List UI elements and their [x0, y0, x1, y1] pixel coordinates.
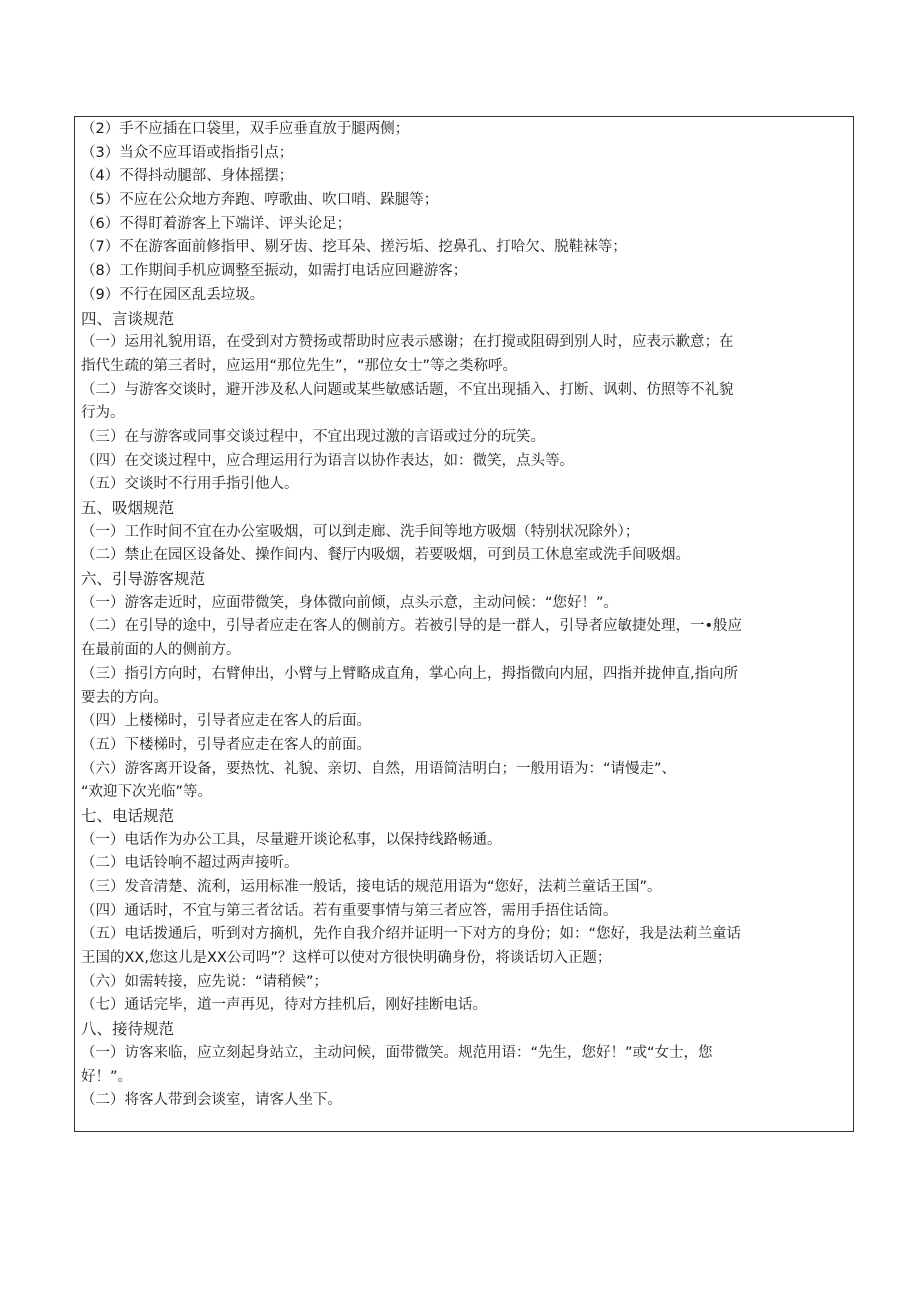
section-heading: 五、吸烟规范: [81, 499, 175, 517]
text-line: （六）游客离开设备，要热忱、礼貌、亲切、自然，用语简洁明白；一般用语为：“请慢走”、: [81, 760, 677, 777]
section-heading: 六、引导游客规范: [81, 570, 206, 589]
text-line: （三）指引方向时，右臂伸出，小臂与上臂略成直角，掌心向上，拇指微向内屈，四指并拢伸直,指向所: [81, 665, 739, 682]
text-line: （7）不在游客面前修指甲、剔牙齿、挖耳朵、搓污垢、挖鼻孔、打哈欠、脱鞋袜等；: [81, 239, 627, 256]
text-line: （七）通话完毕，道一声再见，待对方挂机后，刚好挂断电话。: [81, 997, 487, 1014]
text-line: 在最前面的人的侧前方。: [81, 642, 241, 659]
text-line: （8）工作期间手机应调整至振动，如需打电话应回避游客；: [81, 263, 468, 280]
text-line: （一）工作时间不宜在办公室吸烟，可以到走廊、洗手间等地方吸烟（特别状况除外）；: [81, 523, 640, 540]
text-line: （五）交谈时不行用手指引他人。: [81, 476, 299, 493]
text-line: （4）不得抖动腿部、身体摇摆；: [81, 168, 294, 185]
text-line: （9）不行在园区乱丢垃圾。: [81, 286, 265, 303]
text-line: （5）不应在公众地方奔跑、哼歌曲、吹口哨、跺腿等；: [81, 192, 439, 209]
text-line: （二）将客人带到会谈室，请客人坐下。: [81, 1092, 342, 1109]
section-heading: 八、接待规范: [81, 1020, 175, 1039]
text-line: （三）发音清楚、流利，运用标准一般话，接电话的规范用语为“您好，法莉兰童话王国”。: [81, 879, 662, 895]
text-line: （二）电话铃响不超过两声接听。: [81, 855, 299, 872]
text-line: （一）游客走近时，应面带微笑，身体微向前倾，点头示意，主动问候：“您好！”。: [81, 594, 619, 611]
text-line: 指代生疏的第三者时，应运用“那位先生”，“那位女士”等之类称呼。: [81, 357, 518, 374]
text-line: （五）下楼梯时，引导者应走在客人的前面。: [81, 736, 371, 753]
text-line: 行为。: [81, 405, 125, 422]
text-line: （2）手不应插在口袋里，双手应垂直放于腿两侧；: [81, 121, 410, 137]
document-text-box: [74, 116, 854, 1132]
text-line: （四）在交谈过程中，应合理运用行为语言以协作表达，如：微笑，点头等。: [81, 452, 574, 469]
text-line: 王国的XX,您这儿是XX公司吗”？这样可以使对方很快明确身份，将谈话切入正题；: [81, 950, 612, 967]
text-line: 要去的方向。: [81, 689, 168, 706]
text-line: （一）电话作为办公工具，尽量避开谈论私事，以保持线路畅通。: [81, 831, 502, 848]
text-line: （二）禁止在园区设备处、操作间内、餐厅内吸烟，若要吸烟，可到员工休息室或洗手间吸烟。: [81, 547, 690, 564]
text-line: （6）不得盯着游客上下端详、评头论足；: [81, 215, 352, 232]
text-lines: [81, 118, 845, 1113]
text-line: （二）在引导的途中，引导者应走在客人的侧前方。若被引导的是一群人，引导者应敏捷处理，一•般应: [81, 618, 743, 635]
text-line: （3）当众不应耳语或指指引点；: [81, 144, 294, 161]
text-line: （五）电话拨通后，听到对方摘机，先作自我介绍并证明一下对方的身份；如：“您好，我是法莉兰童话: [81, 926, 742, 943]
text-line: 好！”。: [81, 1068, 133, 1085]
text-line: （一）访客来临，应立刻起身站立，主动问候，面带微笑。规范用语：“先生，您好！”或“女士，您: [81, 1044, 713, 1061]
text-line: （二）与游客交谈时，避开涉及私人问题或某些敏感话题，不宜出现插入、打断、讽刺、仿照等不礼貌: [81, 381, 734, 398]
text-line: （一）运用礼貌用语，在受到对方赞扬或帮助时应表示感谢；在打搅或阻碍到别人时，应表示歉意；在: [81, 334, 734, 351]
text-line: （四）通话时，不宜与第三者岔话。若有重要事情与第三者应答，需用手捂住话筒。: [81, 902, 618, 919]
text-line: “欢迎下次光临”等。: [81, 784, 213, 801]
text-line: （三）在与游客或同事交谈过程中，不宜出现过激的言语或过分的玩笑。: [81, 428, 545, 445]
text-line: （六）如需转接，应先说：“请稍候”；: [81, 973, 329, 990]
text-line: （四）上楼梯时，引导者应走在客人的后面。: [81, 713, 371, 730]
section-heading: 七、电话规范: [81, 806, 175, 825]
section-heading: 四、言谈规范: [81, 309, 175, 328]
